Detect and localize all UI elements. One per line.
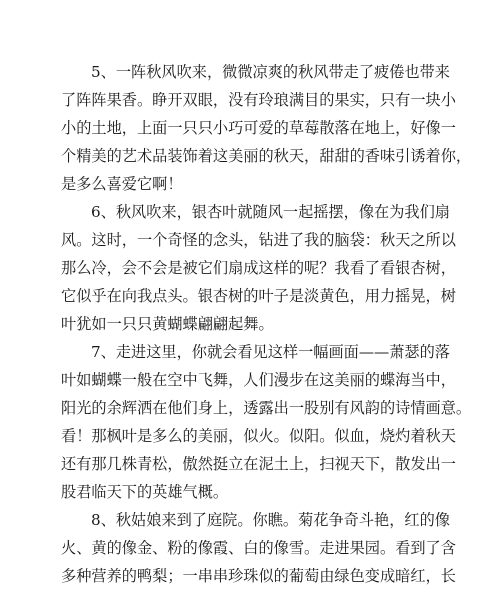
text-line: 了阵阵果香。睁开双眼，没有玲琅满目的果实，只有一块小 xyxy=(61,91,456,109)
text-line: 那么冷，会不会是被它们扇成这样的呢？我看了看银杏树， xyxy=(61,259,456,277)
document-body xyxy=(61,58,472,590)
text-line: 5、一阵秋风吹来，微微凉爽的秋风带走了疲倦也带来 xyxy=(91,63,450,81)
text-line: 个精美的艺术品装饰着这美丽的秋天，甜甜的香味引诱着你， xyxy=(61,147,472,165)
paragraph-5 xyxy=(61,58,472,198)
paragraph-8 xyxy=(61,506,456,590)
text-line: 是多么喜爱它啊！ xyxy=(61,175,183,193)
text-line: 火、黄的像金、粉的像霞、白的像雪。走进果园。看到了含 xyxy=(61,539,456,557)
text-line: 还有那几株青松，傲然挺立在泥土上，扫视天下，散发出一 xyxy=(61,455,456,473)
text-line: 看！那枫叶是多么的美丽，似火。似阳。似血，烧灼着秋天 xyxy=(61,427,456,445)
text-line: 阳光的余辉洒在他们身上，透露出一股别有风韵的诗情画意。 xyxy=(61,399,472,417)
text-line: 7、走进这里，你就会看见这样一幅画面——萧瑟的落 xyxy=(91,343,450,361)
paragraph-7 xyxy=(61,338,472,506)
text-line: 风。这时，一个奇怪的念头，钻进了我的脑袋：秋天之所以 xyxy=(61,231,456,249)
text-line: 8、秋姑娘来到了庭院。你瞧。菊花争奇斗艳，红的像 xyxy=(91,511,450,529)
text-line: 多种营养的鸭梨；一串串珍珠似的葡萄由绿色变成暗红，长 xyxy=(61,567,456,585)
text-line: 叶如蝴蝶一般在空中飞舞，人们漫步在这美丽的蝶海当中， xyxy=(61,371,456,389)
paragraph-6 xyxy=(61,198,456,338)
text-line: 它似乎在向我点头。银杏树的叶子是淡黄色，用力摇晃，树 xyxy=(61,287,456,305)
text-line: 股君临天下的英雄气概。 xyxy=(61,483,229,501)
text-line: 叶犹如一只只黄蝴蝶翩翩起舞。 xyxy=(61,315,274,333)
text-line: 6、秋风吹来，银杏叶就随风一起摇摆，像在为我们扇 xyxy=(91,203,450,221)
text-line: 小的土地，上面一只只小巧可爱的草莓散落在地上，好像一 xyxy=(61,119,456,137)
